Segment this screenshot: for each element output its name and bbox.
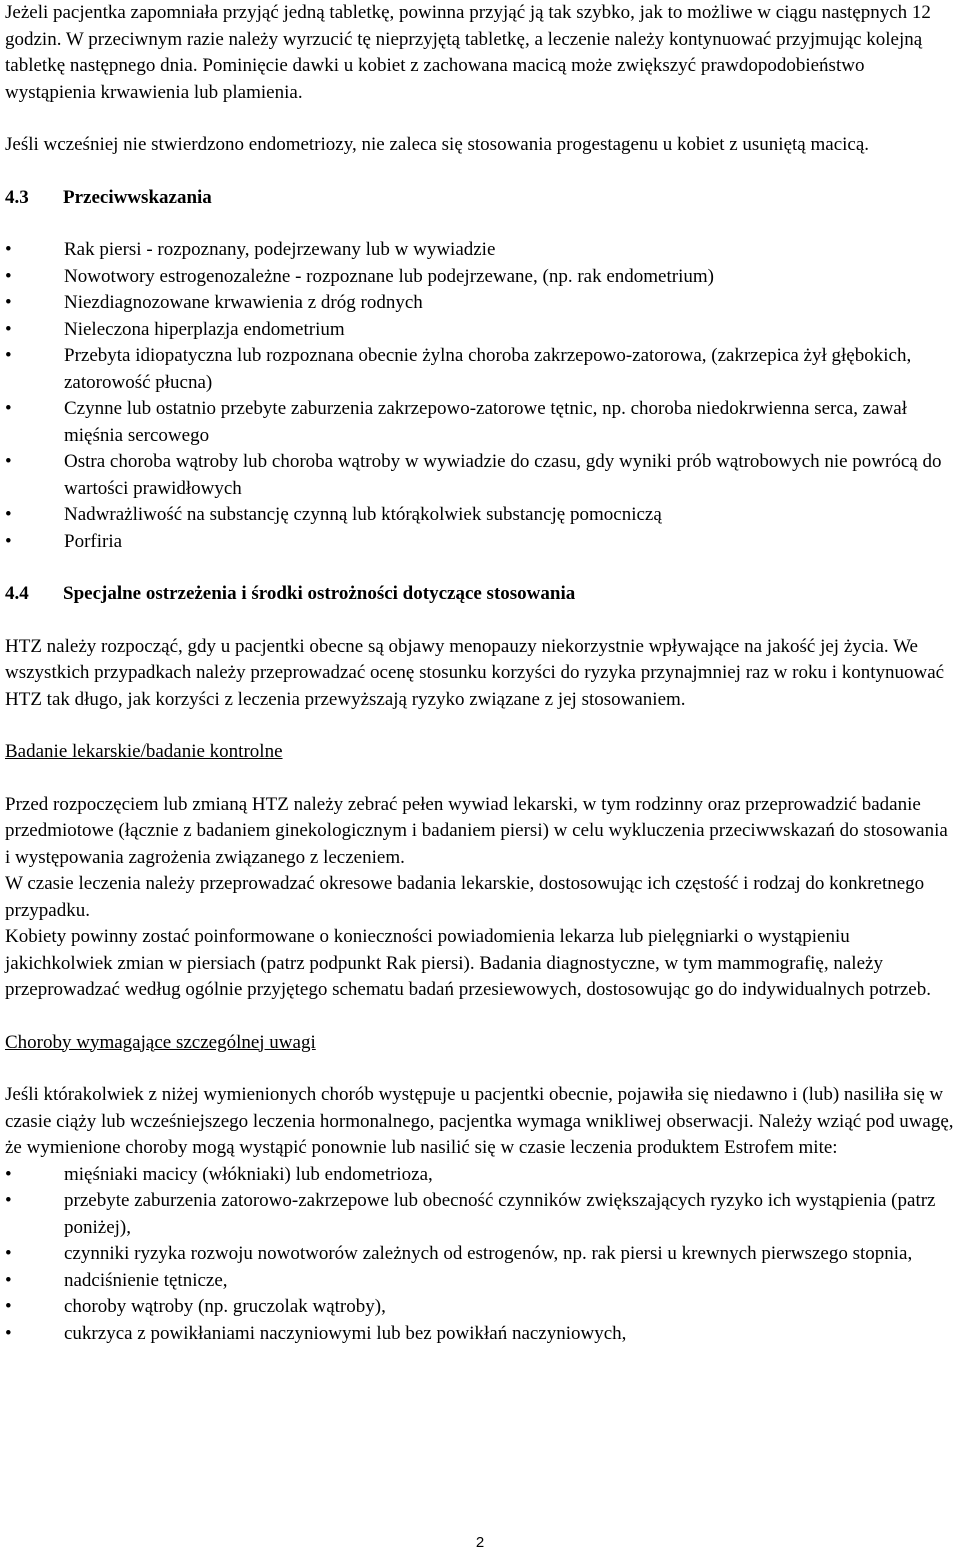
list-item: • przebyte zaburzenia zatorowo-zakrzepowe lub obecność czynników zwiększających ryzyko ich wystąpienia (patrz poniżej), bbox=[5, 1190, 936, 1238]
medical-exam-paragraph-2: W czasie leczenia należy przeprowadzać okresowe badania lekarskie, dostosowując ich częstość i rodzaj do konkretnego przypadku. bbox=[5, 873, 925, 921]
section-4-4-title: Specjalne ostrzeżenia i środki ostrożności dotyczące stosowania bbox=[63, 583, 576, 604]
bullet-icon: • bbox=[5, 504, 12, 525]
section-4-3-title: Przeciwwskazania bbox=[63, 186, 212, 208]
medical-exam-paragraph-1: Przed rozpoczęciem lub zmianą HTZ należy zebrać pełen wywiad lekarski, w tym rodzinny oraz przeprowadzić badanie przedmiotowe (łącznie z badaniem ginekologicznym i badaniem piersi) w celu wykluczenia przeciwwskazań do stosowania i występowania zagrożenia związanego z leczeniem. bbox=[5, 793, 948, 868]
section-4-3-heading bbox=[5, 185, 957, 212]
bullet-icon: • bbox=[5, 239, 12, 260]
bullet-icon: • bbox=[5, 1296, 12, 1317]
bullet-icon: • bbox=[5, 451, 12, 472]
list-item: • Ostra choroba wątroby lub choroba wątroby w wywiadzie do czasu, gdy wyniki prób wątrobowych nie powrócą do wartości prawidłowych bbox=[5, 451, 942, 499]
list-item: • cukrzyca z powikłaniami naczyniowymi lub bez powikłań naczyniowych, bbox=[5, 1321, 957, 1348]
list-item: • Nieleczona hiperplazja endometrium bbox=[5, 317, 957, 344]
bullet-icon: • bbox=[5, 1190, 12, 1211]
document-page bbox=[5, 0, 957, 1347]
intro-paragraph-2: Jeśli wcześniej nie stwierdzono endometriozy, nie zaleca się stosowania progestagenu u kobiet z usuniętą macicą. bbox=[5, 134, 870, 155]
subheading-special-conditions: Choroby wymagające szczególnej uwagi bbox=[5, 1031, 316, 1053]
contraindications-list bbox=[5, 237, 957, 555]
list-item: • choroby wątroby (np. gruczolak wątroby), bbox=[5, 1294, 957, 1321]
intro-paragraph-1: Jeżeli pacjentka zapomniała przyjąć jedną tabletkę, powinna przyjąć ją tak szybko, jak to możliwe w ciągu następnych 12 godzin. W przeciwnym razie należy wyrzucić tę nieprzyjętą tabletkę, a leczenie należy kontynuować przyjmując kolejną tabletkę następnego dnia. Pominięcie dawki u kobiet z zachowana macicą może zwiększyć prawdopodobieństwo wystąpienia krwawienia lub plamienia. bbox=[5, 2, 931, 103]
list-item: • Rak piersi - rozpoznany, podejrzewany lub w wywiadzie bbox=[5, 237, 957, 264]
bullet-icon: • bbox=[5, 1163, 12, 1185]
section-4-4-number: 4.4 bbox=[5, 583, 29, 604]
list-item: • Niezdiagnozowane krwawienia z dróg rodnych bbox=[5, 290, 957, 317]
section-4-3-number: 4.3 bbox=[5, 186, 29, 208]
bullet-icon: • bbox=[5, 265, 12, 287]
list-item: • mięśniaki macicy (włókniaki) lub endometrioza, bbox=[5, 1162, 957, 1189]
bullet-icon: • bbox=[5, 398, 12, 419]
list-item: • czynniki ryzyka rozwoju nowotworów zależnych od estrogenów, np. rak piersi u krewnych pierwszego stopnia, bbox=[5, 1241, 957, 1268]
page-number: 2 bbox=[475, 1534, 485, 1551]
special-conditions-list bbox=[5, 1162, 957, 1348]
list-item: • Czynne lub ostatnio przebyte zaburzenia zakrzepowo-zatorowe tętnic, np. choroba niedokrwienna serca, zawał mięśnia sercowego bbox=[5, 398, 908, 446]
list-item: • Porfiria bbox=[5, 529, 957, 556]
medical-exam-paragraph-3: Kobiety powinny zostać poinformowane o konieczności powiadomienia lekarza lub pielęgniarki o wystąpieniu jakichkolwiek zmian w piersiach (patrz podpunkt Rak piersi). Badania diagnostyczne, w tym mammografię, należy przeprowadzać według ogólnie przyjętego schematu badań przesiewowych, dostosowując go do indywidualnych potrzeb. bbox=[5, 926, 931, 1000]
special-conditions-paragraph: Jeśli którakolwiek z niżej wymienionych chorób występuje u pacjentki obecnie, pojawiła się niedawno i (lub) nasiliła się w czasie ciąży lub wcześniejszego leczenia hormonalnego, pacjentka wymaga wnikliwej obserwacji. Należy wziąć pod uwagę, że wymienione choroby mogą wystąpić ponownie lub nasilić się w czasie leczenia produktem Estrofem mite: bbox=[5, 1084, 954, 1158]
list-item: • Przebyta idiopatyczna lub rozpoznana obecnie żylna choroba zakrzepowo-zatorowa, (zakrzepica żył głębokich, zatorowość płucna) bbox=[5, 345, 912, 393]
bullet-icon: • bbox=[5, 318, 12, 340]
bullet-icon: • bbox=[5, 1269, 12, 1291]
list-item: • nadciśnienie tętnicze, bbox=[5, 1268, 957, 1295]
section-4-4-heading bbox=[5, 581, 957, 608]
list-item: • Nowotwory estrogenozależne - rozpoznane lub podejrzewane, (np. rak endometrium) bbox=[5, 264, 957, 291]
bullet-icon: • bbox=[5, 1322, 12, 1344]
section-4-4-paragraph: HTZ należy rozpocząć, gdy u pacjentki obecne są objawy menopauzy niekorzystnie wpływające na jakość jej życia. We wszystkich przypadkach należy przeprowadzać ocenę stosunku korzyści do ryzyka przynajmniej raz w roku i kontynuować HTZ tak długo, jak korzyści z leczenia przewyższają ryzyko związane z jej stosowaniem. bbox=[5, 635, 945, 710]
bullet-icon: • bbox=[5, 292, 12, 313]
bullet-icon: • bbox=[5, 530, 12, 552]
bullet-icon: • bbox=[5, 1243, 12, 1264]
list-item: • Nadwrażliwość na substancję czynną lub którąkolwiek substancję pomocniczą bbox=[5, 502, 957, 529]
subheading-medical-examination: Badanie lekarskie/badanie kontrolne bbox=[5, 741, 283, 762]
bullet-icon: • bbox=[5, 345, 12, 366]
